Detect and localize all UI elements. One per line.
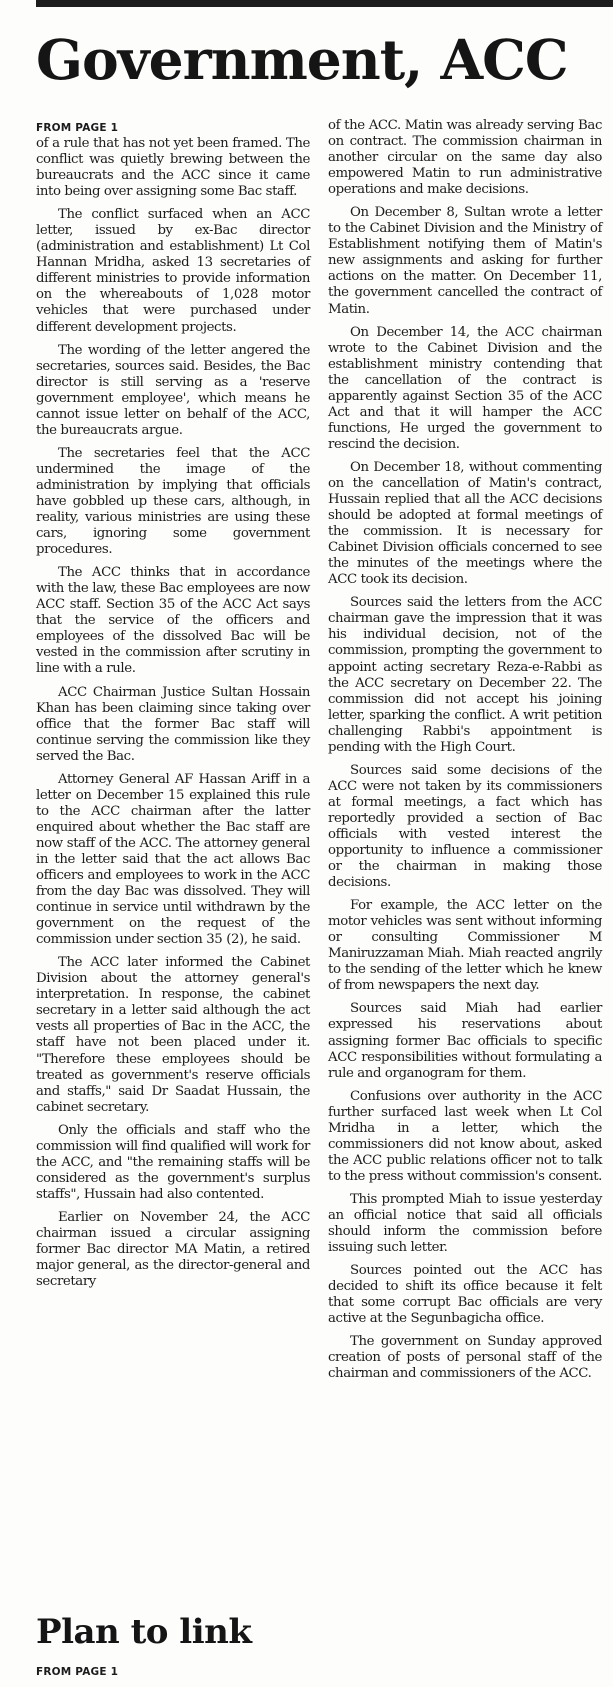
top-rule xyxy=(36,0,613,7)
from-page-label: FROM PAGE 1 xyxy=(36,122,119,134)
article-body xyxy=(36,118,602,1389)
paragraph: On December 8, Sultan wrote a letter to the Cabinet Division and the Ministry of Establishment notifying them of Matin's new assignments and asking for further actions on the matter. On December 11, the government cancelled the contract of Matin. xyxy=(328,205,602,317)
paragraph: The ACC later informed the Cabinet Division about the attorney general's interpretation. In response, the cabinet secretary in a letter said although the act vests all properties of Bac in the ACC, the staff have not been placed under it. "Therefore these employees should be treated as government's reserve officials and staffs," said Dr Saadat Hussain, the cabinet secretary. xyxy=(36,955,310,1115)
sub-headline: Plan to link xyxy=(36,1612,252,1652)
paragraph: The government on Sunday approved creation of posts of personal staff of the chairman and commissioners of the ACC. xyxy=(328,1334,602,1382)
paragraph: Sources said some decisions of the ACC were not taken by its commissioners at formal meetings, a fact which has reportedly provided a section of Bac officials with vested interest the opportunity to influence a commissioner or the chairman in making those decisions. xyxy=(328,762,602,891)
paragraph: The secretaries feel that the ACC undermined the image of the administration by implying that officials have gobbled up these cars, although, in reality, various ministries are using these cars, ignoring some government procedures. xyxy=(36,445,310,558)
paragraph: On December 14, the ACC chairman wrote to the Cabinet Division and the establishment ministry contending that the cancellation of the contract is apparently against Section 35 of the ACC Act and that it will hamper the ACC functions, He urged the government to rescind the decision. xyxy=(328,324,602,452)
paragraph: This prompted Miah to issue yesterday an official notice that said all officials should inform the commission before issuing such letter. xyxy=(328,1191,602,1256)
paragraph: Attorney General AF Hassan Ariff in a letter on December 15 explained this rule to the ACC chairman after the latter enquired about whether the Bac staff are now staff of the ACC. The attorney general in the letter said that the act allows Bac officers and employees to work in the ACC from the day Bac was dissolved. They will continue in service until withdrawn by the government on the request of the commission under section 35 (2), he said. xyxy=(36,771,310,948)
paragraph: Only the officials and staff who the commission will find qualified will work for the ACC, and "the remaining staffs will be considered as the government's surplus staffs", Hussain had also contented. xyxy=(36,1122,310,1202)
paragraph: The wording of the letter angered the secretaries, sources said. Besides, the Bac director is still serving as a 'reserve government employee', which means he cannot issue letter on behalf of the ACC, the bureaucrats argue. xyxy=(36,342,310,438)
paragraph: Sources said the letters from the ACC chairman gave the impression that it was his individual decision, not of the commission, prompting the government to appoint acting secretary Reza-e-Rabbi as the ACC secretary on December 22. The commission did not accept his joining letter, sparking the conflict. A writ petition challenging Rabbi's appointment is pending with the High Court. xyxy=(328,595,602,755)
paragraph: For example, the ACC letter on the motor vehicles was sent without informing or consulting Commissioner M Maniruzzaman Miah. Miah reacted angrily to the sending of the letter which he knew of from newspapers the next day. xyxy=(328,898,602,994)
paragraph: Sources said Miah had earlier expressed his reservations about assigning former Bac officials to specific ACC responsibilities without formulating a rule and organogram for them. xyxy=(328,1001,602,1081)
paragraph: ACC Chairman Justice Sultan Hossain Khan has been claiming since taking over office that the former Bac staff will continue serving the commission like they served the Bac. xyxy=(36,684,310,764)
paragraph: The ACC thinks that in accordance with the law, these Bac employees are now ACC staff. Section 35 of the ACC Act says that the service of the officers and employees of the dissolved Bac will be vested in the commission after scrutiny in line with a rule. xyxy=(36,565,310,677)
paragraph: of the ACC. Matin was already serving Bac on contract. The commission chairman in another circular on the same day also empowered Matin to run administrative operations and make decisions. xyxy=(328,118,602,198)
paragraph: Earlier on November 24, the ACC chairman issued a circular assigning former Bac director MA Matin, a retired major general, as the director-general and secretary xyxy=(36,1209,310,1290)
paragraph: On December 18, without commenting on the cancellation of Matin's contract, Hussain replied that all the ACC decisions should be adopted at formal meetings of the commission. It is necessary for Cabinet Division officials concerned to see the minutes of the meetings where the ACC took its decision. xyxy=(328,459,602,588)
column-2 xyxy=(328,118,602,1389)
headline: Government, ACC xyxy=(36,27,568,92)
paragraph: Sources pointed out the ACC has decided to shift its office because it felt that some corrupt Bac officials are very active at the Segunbagicha office. xyxy=(328,1263,602,1327)
paragraph: The conflict surfaced when an ACC letter, issued by ex-Bac director (administration and establishment) Lt Col Hannan Mridha, asked 13 secretaries of different ministries to provide information on the whereabouts of 1,028 motor vehicles that were purchased under different development projects. xyxy=(36,207,310,335)
column-1 xyxy=(36,118,310,1389)
paragraph: Confusions over authority in the ACC further surfaced last week when Lt Col Mridha in a letter, which the commissioners did not know about, asked the ACC public relations officer not to talk to the press without commission's consent. xyxy=(328,1088,603,1184)
sub-from-page-label: FROM PAGE 1 xyxy=(36,1666,119,1678)
paragraph: of a rule that has not yet been framed. The conflict was quietly brewing between the bureaucrats and the ACC since it came into being over assigning some Bac staff. xyxy=(36,136,310,200)
